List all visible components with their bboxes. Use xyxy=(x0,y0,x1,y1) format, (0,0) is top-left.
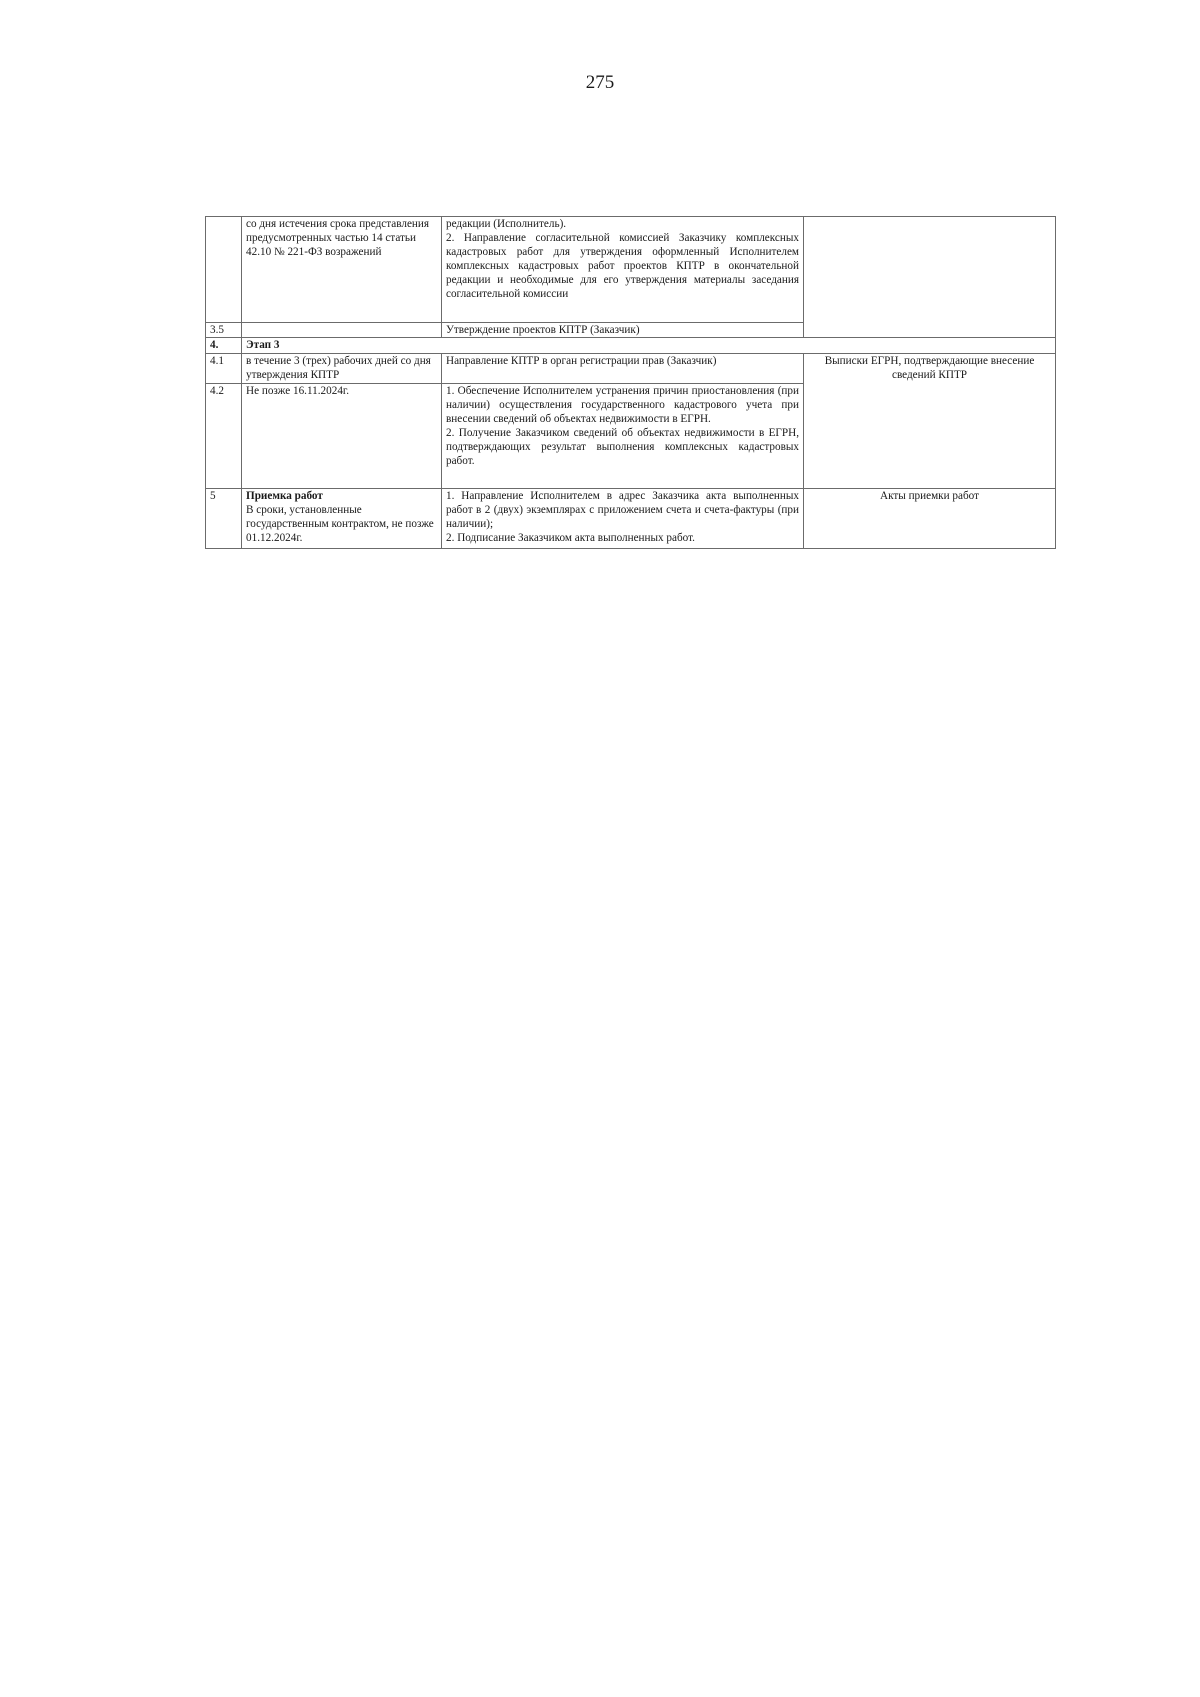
action-cell: Утверждение проектов КПТР (Заказчик) xyxy=(442,323,804,338)
deadline-cell: Не позже 16.11.2024г. xyxy=(242,384,442,489)
deadline-text: В сроки, установленные государственным контрактом, не позже 01.12.2024г. xyxy=(246,504,434,544)
row-number: 4.1 xyxy=(206,354,242,384)
table-row xyxy=(206,354,1056,384)
stage-title: Этап 3 xyxy=(242,338,1056,354)
action-cell xyxy=(442,384,804,489)
row-number: 4. xyxy=(206,338,242,354)
row-number: 3.5 xyxy=(206,323,242,338)
stage-title: Приемка работ xyxy=(246,490,323,502)
deadline-cell: в течение 3 (трех) рабочих дней со дня утверждения КПТР xyxy=(242,354,442,384)
deadline-cell xyxy=(242,489,442,549)
result-cell: Акты приемки работ xyxy=(804,489,1056,549)
action-cell xyxy=(442,489,804,549)
deadline-cell: со дня истечения срока представления предусмотренных частью 14 статьи 42.10 № 221-ФЗ возражений xyxy=(242,217,442,323)
action-line: 1. Обеспечение Исполнителем устранения причин приостановления (при наличии) осуществления государственного кадастрового учета при внесении сведений об объектах недвижимости в ЕГРН. xyxy=(446,385,799,425)
row-number: 5 xyxy=(206,489,242,549)
action-line: редакции (Исполнитель). xyxy=(446,218,567,230)
action-line: 2. Подписание Заказчиком акта выполненных работ. xyxy=(446,532,695,544)
action-line: 2. Получение Заказчиком сведений об объектах недвижимости в ЕГРН, подтверждающих результат выполнения комплексных кадастровых работ. xyxy=(446,427,799,467)
table-row xyxy=(206,489,1056,549)
action-line: 2. Направление согласительной комиссией Заказчику комплексных кадастровых работ для утверждения оформленный Исполнителем комплексных кадастровых работ проектов КПТР в окончательной редакции и необходимые для его утверждения материалы заседания согласительной комиссии xyxy=(446,232,799,300)
action-cell xyxy=(442,217,804,323)
stage-row xyxy=(206,338,1056,354)
deadline-cell xyxy=(242,323,442,338)
row-number xyxy=(206,217,242,323)
table-row xyxy=(206,217,1056,323)
row-number: 4.2 xyxy=(206,384,242,489)
action-line: 1. Направление Исполнителем в адрес Заказчика акта выполненных работ в 2 (двух) экземплярах с приложением счета и счета-фактуры (при наличии); xyxy=(446,490,799,530)
page-number: 275 xyxy=(585,72,615,93)
action-cell: Направление КПТР в орган регистрации прав (Заказчик) xyxy=(442,354,804,384)
result-cell xyxy=(804,217,1056,338)
result-cell: Выписки ЕГРН, подтверждающие внесение сведений КПТР xyxy=(804,354,1056,489)
work-schedule-table xyxy=(205,216,1056,549)
